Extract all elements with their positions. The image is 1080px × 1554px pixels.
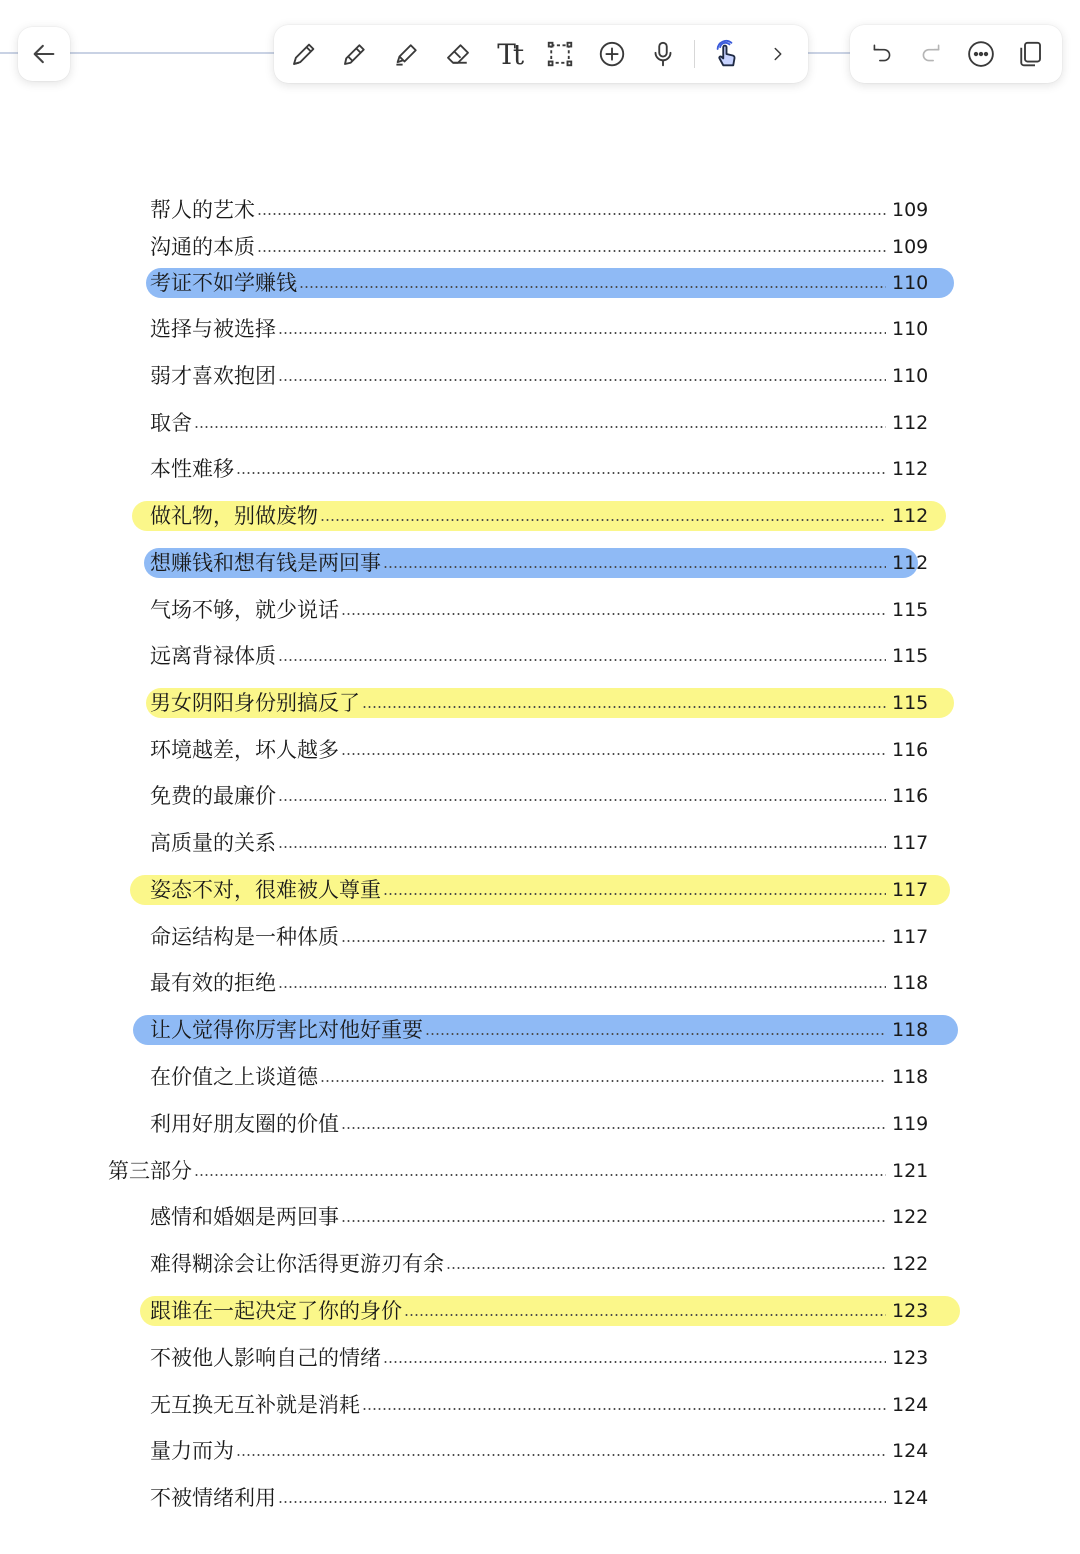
- toc-page-number: 122: [892, 1206, 929, 1228]
- toc-page-number: 124: [892, 1440, 929, 1462]
- toc-entry-title: 量力而为: [150, 1439, 234, 1463]
- text-tool-icon: Tt: [497, 37, 522, 71]
- toc-dot-leader: [404, 1314, 886, 1316]
- eraser-tool-button[interactable]: [438, 34, 478, 74]
- toc-entry[interactable]: [150, 312, 928, 346]
- toc-page-number: 121: [892, 1160, 929, 1182]
- toc-page-number: 118: [892, 972, 929, 994]
- toc-page-number: 117: [892, 879, 929, 901]
- toc-dot-leader: [236, 1454, 886, 1456]
- toc-entry-title: 选择与被选择: [150, 317, 276, 341]
- drawing-toolbar: [274, 25, 808, 83]
- toc-dot-leader: [383, 1361, 886, 1363]
- toc-entry[interactable]: [150, 359, 928, 393]
- text-tool-button[interactable]: [489, 34, 529, 74]
- undo-icon: [869, 41, 895, 67]
- toc-entry[interactable]: [108, 1154, 928, 1188]
- toc-dot-leader: [341, 753, 886, 755]
- toc-dot-leader: [341, 1127, 886, 1129]
- toc-entry-title: 环境越差，坏人越多: [150, 738, 339, 762]
- toc-dot-leader: [278, 1501, 886, 1503]
- toc-page-number: 115: [892, 599, 929, 621]
- redo-button[interactable]: [911, 34, 951, 74]
- toc-entry-title: 男女阴阳身份别搞反了: [150, 691, 360, 715]
- toc-entry[interactable]: [150, 452, 928, 486]
- toc-dot-leader: [446, 1267, 886, 1269]
- toc-page-number: 116: [892, 739, 929, 761]
- toc-page-number: 112: [892, 458, 929, 480]
- toc-dot-leader: [278, 799, 886, 801]
- chevron-right-icon: [767, 43, 789, 65]
- toc-entry-title: 考证不如学赚钱: [150, 271, 297, 295]
- toc-entry-title: 无互换无互补就是消耗: [150, 1393, 360, 1417]
- toc-page-number: 122: [892, 1253, 929, 1275]
- pen-icon: [289, 39, 319, 69]
- toc-entry[interactable]: [150, 546, 928, 580]
- toc-dot-leader: [362, 706, 886, 708]
- add-button[interactable]: [592, 34, 632, 74]
- toc-entry-title: 利用好朋友圈的价值: [150, 1112, 339, 1136]
- toc-dot-leader: [299, 286, 886, 288]
- back-button[interactable]: [18, 27, 70, 81]
- toc-dot-leader: [194, 1174, 886, 1176]
- toc-entry-title: 帮人的艺术: [150, 198, 255, 222]
- eraser-icon: [443, 39, 473, 69]
- toc-entry[interactable]: [150, 1247, 928, 1281]
- toc-dot-leader: [383, 566, 886, 568]
- toc-dot-leader: [362, 1408, 886, 1410]
- toc-entry[interactable]: [150, 193, 928, 227]
- toc-entry-title: 沟通的本质: [150, 235, 255, 259]
- microphone-icon: [648, 39, 678, 69]
- toc-entry-title: 取舍: [150, 411, 192, 435]
- toc-dot-leader: [278, 846, 886, 848]
- toc-page-number: 110: [892, 272, 929, 294]
- toc-entry[interactable]: [150, 1200, 928, 1234]
- arrow-left-icon: [30, 40, 58, 68]
- toc-page-number: 118: [892, 1066, 929, 1088]
- toc-page-number: 119: [892, 1113, 929, 1135]
- toc-page-number: 116: [892, 785, 929, 807]
- toc-page-number: 112: [892, 412, 929, 434]
- toc-dot-leader: [341, 613, 886, 615]
- toolbar-next-button[interactable]: [758, 34, 798, 74]
- pages-button[interactable]: [1010, 34, 1050, 74]
- toc-entry[interactable]: [150, 826, 928, 860]
- toc-entry-title: 免费的最廉价: [150, 784, 276, 808]
- toc-entry[interactable]: [150, 966, 928, 1000]
- pen-tool-button[interactable]: [284, 34, 324, 74]
- toc-dot-leader: [341, 940, 886, 942]
- toc-part-title: 第三部分: [108, 1159, 192, 1183]
- pencil-tool-button[interactable]: [335, 34, 375, 74]
- toc-page-number: 110: [892, 365, 929, 387]
- toc-entry[interactable]: [150, 733, 928, 767]
- lasso-select-icon: [545, 39, 575, 69]
- toc-entry[interactable]: [150, 406, 928, 440]
- toc-entry[interactable]: [150, 499, 928, 533]
- toc-dot-leader: [278, 659, 886, 661]
- pages-icon: [1015, 39, 1045, 69]
- toc-dot-leader: [257, 213, 886, 215]
- toc-page-number: 110: [892, 318, 929, 340]
- toc-dot-leader: [425, 1033, 886, 1035]
- toolbar-divider: [694, 40, 695, 68]
- toc-entry[interactable]: [150, 639, 928, 673]
- toc-entry[interactable]: [150, 1294, 928, 1328]
- toc-dot-leader: [320, 519, 886, 521]
- lasso-select-button[interactable]: [540, 34, 580, 74]
- toc-entry[interactable]: [150, 1388, 928, 1422]
- redo-icon: [918, 41, 944, 67]
- toc-page-number: 112: [892, 552, 929, 574]
- toc-page-number: 123: [892, 1300, 929, 1322]
- toc-page-number: 117: [892, 926, 929, 948]
- toc-entry-title: 弱才喜欢抱团: [150, 364, 276, 388]
- toc-entry-title: 想赚钱和想有钱是两回事: [150, 551, 381, 575]
- toc-page-number: 109: [892, 236, 929, 258]
- toc-entry-title: 不被情绪利用: [150, 1486, 276, 1510]
- toc-page-number: 115: [892, 692, 929, 714]
- touch-gesture-button[interactable]: [707, 34, 747, 74]
- toc-page-number: 118: [892, 1019, 929, 1041]
- more-options-button[interactable]: [961, 34, 1001, 74]
- toc-page-number: 123: [892, 1347, 929, 1369]
- toc-page-number: 112: [892, 505, 929, 527]
- toc-entry-title: 气场不够，就少说话: [150, 598, 339, 622]
- toc-page-number: 124: [892, 1487, 929, 1509]
- toc-dot-leader: [194, 426, 886, 428]
- toc-entry[interactable]: [150, 873, 928, 907]
- microphone-button[interactable]: [643, 34, 683, 74]
- toc-entry[interactable]: [150, 686, 928, 720]
- highlighter-icon: [392, 39, 422, 69]
- toc-entry[interactable]: [150, 779, 928, 813]
- toc-entry[interactable]: [150, 1341, 928, 1375]
- toc-dot-leader: [278, 332, 886, 334]
- toc-entry[interactable]: [150, 230, 928, 264]
- toc-entry-title: 做礼物，别做废物: [150, 504, 318, 528]
- toc-dot-leader: [236, 472, 886, 474]
- more-icon: [966, 39, 996, 69]
- toc-dot-leader: [341, 1220, 886, 1222]
- toc-entry-title: 不被他人影响自己的情绪: [150, 1346, 381, 1370]
- document-actions: [850, 25, 1062, 83]
- undo-button[interactable]: [862, 34, 902, 74]
- toc-dot-leader: [383, 893, 886, 895]
- highlighter-tool-button[interactable]: [387, 34, 427, 74]
- add-icon: [597, 39, 627, 69]
- toc-entry[interactable]: [150, 920, 928, 954]
- toc-dot-leader: [320, 1080, 886, 1082]
- toc-entry-title: 在价值之上谈道德: [150, 1065, 318, 1089]
- toc-entry-title: 让人觉得你厉害比对他好重要: [150, 1018, 423, 1042]
- toc-entry-title: 高质量的关系: [150, 831, 276, 855]
- toc-entry-title: 姿态不对，很难被人尊重: [150, 878, 381, 902]
- toc-page-number: 115: [892, 645, 929, 667]
- toc-entry[interactable]: [150, 1013, 928, 1047]
- toc-page-number: 124: [892, 1394, 929, 1416]
- toc-dot-leader: [278, 986, 886, 988]
- toc-entry-title: 难得糊涂会让你活得更游刃有余: [150, 1252, 444, 1276]
- toc-page-number: 109: [892, 199, 929, 221]
- toc-entry-title: 感情和婚姻是两回事: [150, 1205, 339, 1229]
- toc-entry[interactable]: [150, 266, 928, 300]
- toc-entry[interactable]: [150, 1060, 928, 1094]
- toc-entry-title: 本性难移: [150, 457, 234, 481]
- toc-entry-title: 最有效的拒绝: [150, 971, 276, 995]
- toc-dot-leader: [278, 379, 886, 381]
- toc-entry[interactable]: [150, 1434, 928, 1468]
- toc-entry[interactable]: [150, 593, 928, 627]
- toc-dot-leader: [257, 250, 886, 252]
- toc-entry[interactable]: [150, 1481, 928, 1515]
- toc-entry-title: 跟谁在一起决定了你的身价: [150, 1299, 402, 1323]
- toc-entry-title: 命运结构是一种体质: [150, 925, 339, 949]
- pencil-icon: [340, 39, 370, 69]
- toc-entry-title: 远离背禄体质: [150, 644, 276, 668]
- touch-gesture-icon: [712, 39, 742, 69]
- toc-page-number: 117: [892, 832, 929, 854]
- toc-entry[interactable]: [150, 1107, 928, 1141]
